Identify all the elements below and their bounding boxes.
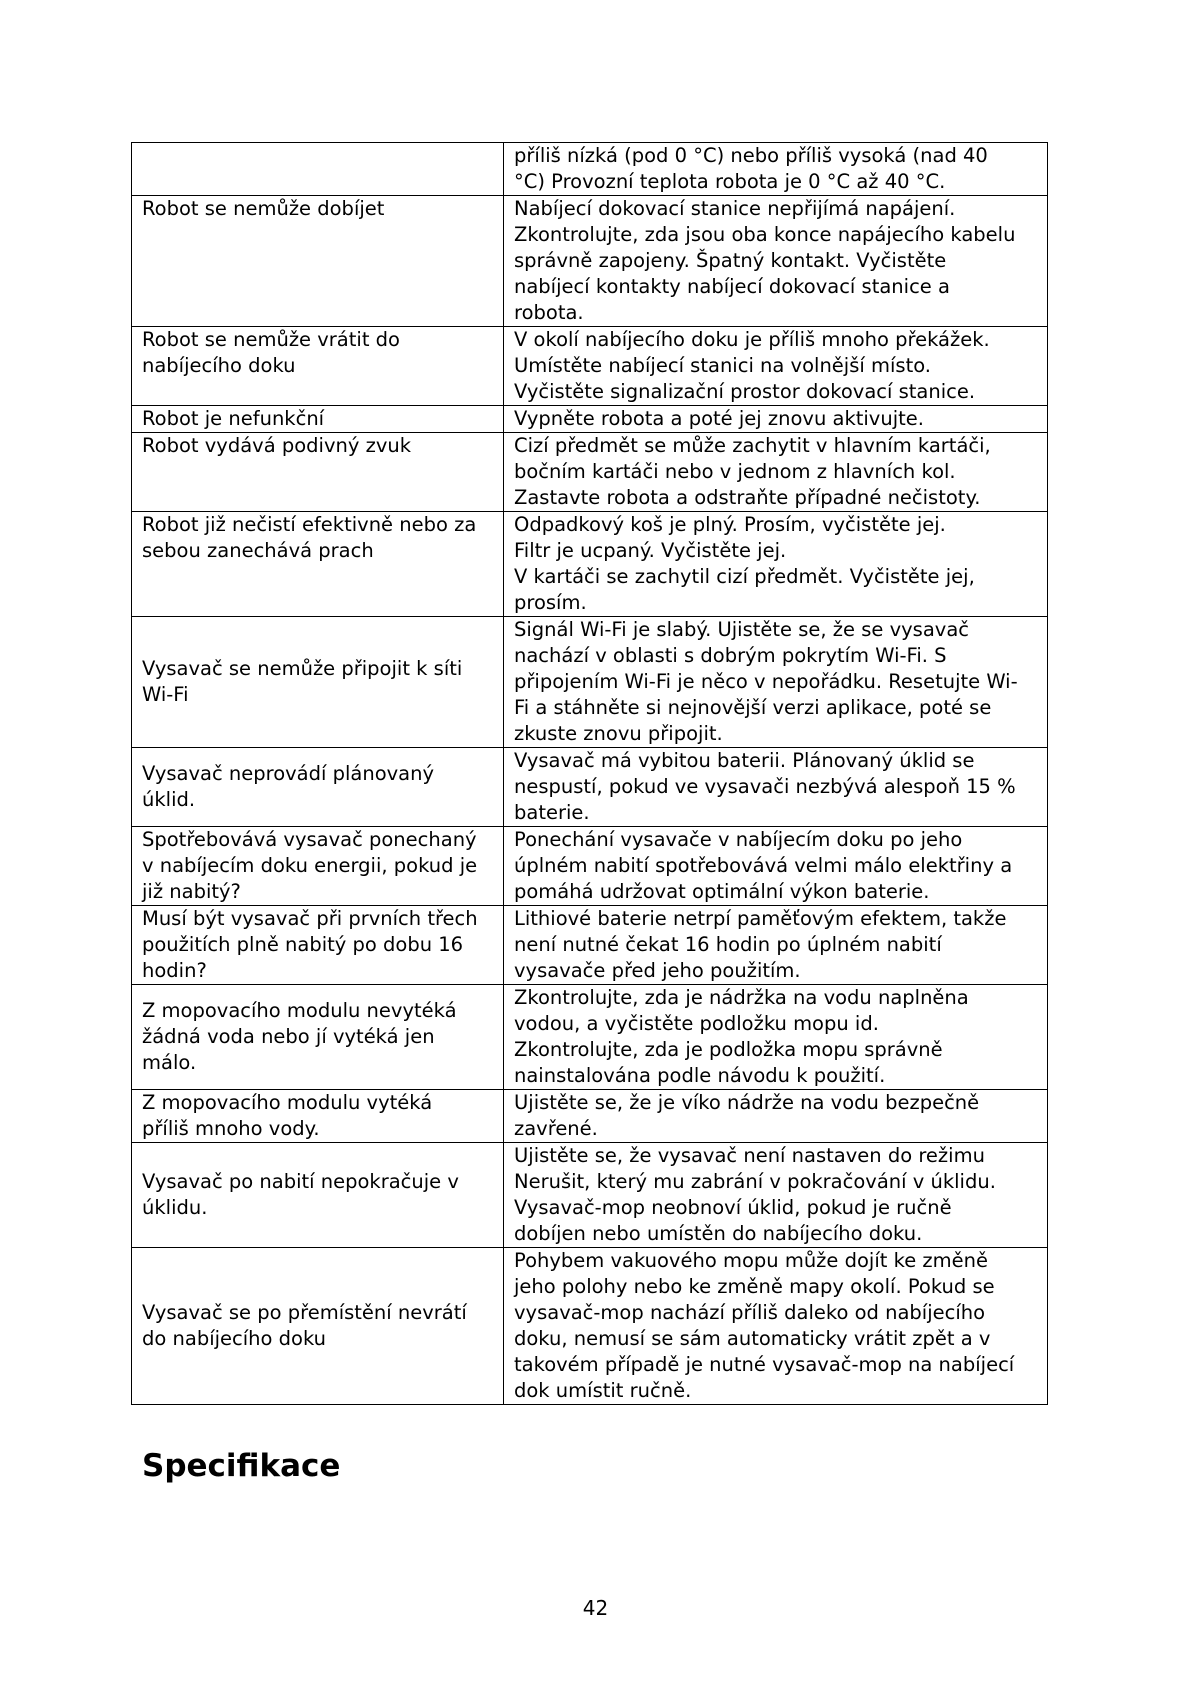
- section-heading: Specifikace: [142, 1448, 341, 1484]
- table-row: [132, 906, 1048, 985]
- solution-cell: Vysavač má vybitou baterii. Plánovaný úklid se nespustí, pokud ve vysavači nezbývá alespoň 15 % baterie.: [504, 748, 1048, 827]
- table-row: [132, 1248, 1048, 1405]
- table-row: [132, 1143, 1048, 1248]
- table-row: [132, 985, 1048, 1090]
- problem-cell: Musí být vysavač při prvních třech použitích plně nabitý po dobu 16 hodin?: [132, 906, 504, 985]
- problem-cell: Robot je nefunkční: [132, 406, 504, 433]
- problem-cell: Spotřebovává vysavač ponechaný v nabíjecím doku energii, pokud je již nabitý?: [132, 827, 504, 906]
- table-row: [132, 1090, 1048, 1143]
- troubleshooting-table: [131, 142, 1048, 1405]
- problem-cell: Vysavač se nemůže připojit k síti Wi-Fi: [132, 617, 504, 748]
- solution-cell: V okolí nabíjecího doku je příliš mnoho překážek. Umístěte nabíjecí stanici na volnější místo. Vyčistěte signalizační prostor dokovací stanice.: [504, 327, 1048, 406]
- table-row: [132, 143, 1048, 196]
- problem-cell: Z mopovacího modulu vytéká příliš mnoho vody.: [132, 1090, 504, 1143]
- problem-cell: Vysavač neprovádí plánovaný úklid.: [132, 748, 504, 827]
- solution-cell: Ujistěte se, že je víko nádrže na vodu bezpečně zavřené.: [504, 1090, 1048, 1143]
- problem-cell: Vysavač se po přemístění nevrátí do nabíjecího doku: [132, 1248, 504, 1405]
- table-row: [132, 827, 1048, 906]
- table-row: [132, 617, 1048, 748]
- problem-cell: Vysavač po nabití nepokračuje v úklidu.: [132, 1143, 504, 1248]
- solution-cell: Ponechání vysavače v nabíjecím doku po jeho úplném nabití spotřebovává velmi málo elektřiny a pomáhá udržovat optimální výkon baterie.: [504, 827, 1048, 906]
- solution-cell: Zkontrolujte, zda je nádržka na vodu naplněna vodou, a vyčistěte podložku mopu id. Zkontrolujte, zda je podložka mopu správně nainstalována podle návodu k použití.: [504, 985, 1048, 1090]
- solution-cell: Cizí předmět se může zachytit v hlavním kartáči, bočním kartáči nebo v jednom z hlavních kol. Zastavte robota a odstraňte případné nečistoty.: [504, 433, 1048, 512]
- solution-cell: Signál Wi-Fi je slabý. Ujistěte se, že se vysavač nachází v oblasti s dobrým pokrytím Wi-Fi. S připojením Wi-Fi je něco v nepořádku. Resetujte Wi- Fi a stáhněte si nejnovější verzi aplikace, poté se zkuste znovu připojit.: [504, 617, 1048, 748]
- solution-cell: Nabíjecí dokovací stanice nepřijímá napájení. Zkontrolujte, zda jsou oba konce napájecího kabelu správně zapojeny. Špatný kontakt. Vyčistěte nabíjecí kontakty nabíjecí dokovací stanice a robota.: [504, 196, 1048, 327]
- table-row: [132, 327, 1048, 406]
- table-row: [132, 406, 1048, 433]
- solution-cell: Lithiové baterie netrpí paměťovým efektem, takže není nutné čekat 16 hodin po úplném nabití vysavače před jeho použitím.: [504, 906, 1048, 985]
- solution-cell: Pohybem vakuového mopu může dojít ke změně jeho polohy nebo ke změně mapy okolí. Pokud se vysavač-mop nachází příliš daleko od nabíjecího doku, nemusí se sám automaticky vrátit zpět a v takovém případě je nutné vysavač-mop na nabíjecí dok umístit ručně.: [504, 1248, 1048, 1405]
- page-number: 42: [582, 1596, 609, 1620]
- solution-cell: příliš nízká (pod 0 °C) nebo příliš vysoká (nad 40 °C) Provozní teplota robota je 0 °C až 40 °C.: [504, 143, 1048, 196]
- solution-cell: Ujistěte se, že vysavač není nastaven do režimu Nerušit, který mu zabrání v pokračování v úklidu. Vysavač-mop neobnoví úklid, pokud je ručně dobíjen nebo umístěn do nabíjecího doku.: [504, 1143, 1048, 1248]
- table-row: [132, 196, 1048, 327]
- solution-cell: Vypněte robota a poté jej znovu aktivujte.: [504, 406, 1048, 433]
- table-row: [132, 748, 1048, 827]
- problem-cell: Z mopovacího modulu nevytéká žádná voda nebo jí vytéká jen málo.: [132, 985, 504, 1090]
- problem-cell: Robot se nemůže dobíjet: [132, 196, 504, 327]
- table-row: [132, 433, 1048, 512]
- problem-cell: Robot se nemůže vrátit do nabíjecího doku: [132, 327, 504, 406]
- table-row: [132, 512, 1048, 617]
- solution-cell: Odpadkový koš je plný. Prosím, vyčistěte jej. Filtr je ucpaný. Vyčistěte jej. V kartáči se zachytil cizí předmět. Vyčistěte jej, prosím.: [504, 512, 1048, 617]
- problem-cell: [132, 143, 504, 196]
- problem-cell: Robot již nečistí efektivně nebo za sebou zanechává prach: [132, 512, 504, 617]
- problem-cell: Robot vydává podivný zvuk: [132, 433, 504, 512]
